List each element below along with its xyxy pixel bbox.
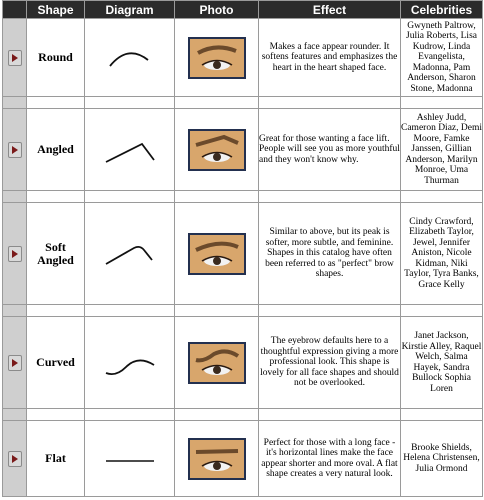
soft-angled-brow-line-icon [100,234,160,274]
celebrities-text: Ashley Judd, Cameron Diaz, Demi Moore, Famke Janssen, Gillian Anderson, Marilyn Monroe, Uma Thurman [401,109,483,191]
table-row [3,19,483,97]
shape-name: Angled [27,109,85,191]
table-row [3,317,483,409]
header-shape: Shape [27,1,85,19]
header-blank [3,1,27,19]
expand-arrow-button[interactable] [8,246,22,262]
header-celebrities: Celebrities [401,1,483,19]
play-arrow-icon [12,54,18,62]
flat-brow-line-icon [100,439,160,479]
eyebrow-photo [188,129,246,171]
row-expand-cell[interactable] [3,317,27,409]
effect-text: Perfect for those with a long face - it's horizontal lines make the face appear shorter and more oval. A flat shape creates a very natural look. [259,421,401,497]
diagram-cell [85,109,175,191]
spacer-row [3,305,483,317]
photo-cell [175,109,259,191]
table-row [3,109,483,191]
eyebrow-photo [188,233,246,275]
play-arrow-icon [12,455,18,463]
diagram-cell [85,421,175,497]
shape-name: Round [27,19,85,97]
spacer-row [3,409,483,421]
diagram-cell [85,203,175,305]
photo-cell [175,203,259,305]
diagram-cell [85,317,175,409]
header-photo: Photo [175,1,259,19]
expand-arrow-button[interactable] [8,355,22,371]
row-expand-cell[interactable] [3,203,27,305]
celebrities-text: Brooke Shields, Helena Christensen, Julia Ormond [401,421,483,497]
photo-cell [175,421,259,497]
play-arrow-icon [12,359,18,367]
eyebrow-photo [188,37,246,79]
header-effect: Effect [259,1,401,19]
effect-text: The eyebrow defaults here to a thoughtful expression giving a more professional look. This shape is lovely for all face shapes and should not be overlooked. [259,317,401,409]
table-row [3,203,483,305]
effect-text: Great for those wanting a face lift. People will see you as more youthful and they won't know why. [259,109,401,191]
header-diagram: Diagram [85,1,175,19]
play-arrow-icon [12,146,18,154]
shape-name: Flat [27,421,85,497]
table-row [3,421,483,497]
celebrities-text: Cindy Crawford, Elizabeth Taylor, Jewel, Jennifer Aniston, Nicole Kidman, Niki Taylor, Tyra Banks, Grace Kelly [401,203,483,305]
spacer-row [3,191,483,203]
round-brow-curve-icon [100,38,160,78]
eyebrow-shape-table [2,0,483,497]
expand-arrow-button[interactable] [8,142,22,158]
photo-cell [175,317,259,409]
eyebrow-photo [188,342,246,384]
shape-name: Curved [27,317,85,409]
celebrities-text: Gwyneth Paltrow, Julia Roberts, Lisa Kudrow, Linda Evangelista, Madonna, Pam Anderson, Sharon Stone, Madonna [401,19,483,97]
diagram-cell [85,19,175,97]
row-expand-cell[interactable] [3,19,27,97]
eyebrow-photo [188,438,246,480]
photo-cell [175,19,259,97]
shape-name: Soft Angled [27,203,85,305]
row-expand-cell[interactable] [3,421,27,497]
celebrities-text: Janet Jackson, Kirstie Alley, Raquel Welch, Salma Hayek, Sandra Bullock Sophia Loren [401,317,483,409]
expand-arrow-button[interactable] [8,451,22,467]
row-expand-cell[interactable] [3,109,27,191]
effect-text: Makes a face appear rounder. It softens features and emphasizes the heart in the heart shaped face. [259,19,401,97]
header-row [3,1,483,19]
angled-brow-line-icon [100,130,160,170]
expand-arrow-button[interactable] [8,50,22,66]
play-arrow-icon [12,250,18,258]
curved-brow-line-icon [100,343,160,383]
spacer-row [3,97,483,109]
effect-text: Similar to above, but its peak is softer, more subtle, and feminine. Shapes in this catalog have often been referred to as "perfect" brow shapes. [259,203,401,305]
